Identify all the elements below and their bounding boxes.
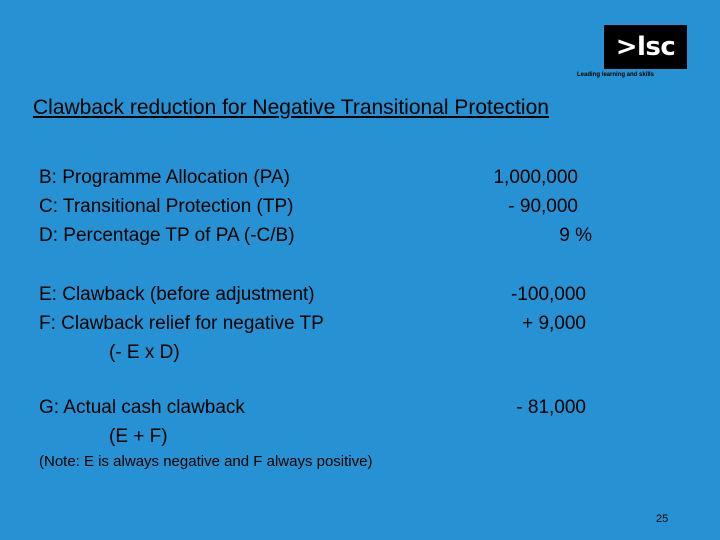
row-d-label: D: Percentage TP of PA (-C/B) [39,225,295,246]
row-e-label: E: Clawback (before adjustment) [39,284,315,305]
row-c-value: - 90,000 [508,196,578,217]
row-d-value: 9 % [559,225,592,246]
row-f-label-cont: (- E x D) [109,342,180,363]
lsc-logo: >lsc [604,25,687,69]
row-g-label: G: Actual cash clawback [39,397,245,418]
row-b-value: 1,000,000 [493,167,578,188]
row-b-label: B: Programme Allocation (PA) [39,167,290,188]
note-text: (Note: E is always negative and F always positive) [39,453,373,470]
row-c-label: C: Transitional Protection (TP) [39,196,294,217]
row-f-value: + 9,000 [522,313,586,334]
row-f-label: F: Clawback relief for negative TP [39,313,324,334]
page-number: 25 [656,513,669,525]
row-g-label-cont: (E + F) [109,426,168,447]
row-e-value: -100,000 [510,284,586,305]
row-g-value: - 81,000 [516,397,586,418]
logo-tagline: Leading learning and skills [577,72,655,78]
slide-title: Clawback reduction for Negative Transitional Protection [33,96,549,119]
